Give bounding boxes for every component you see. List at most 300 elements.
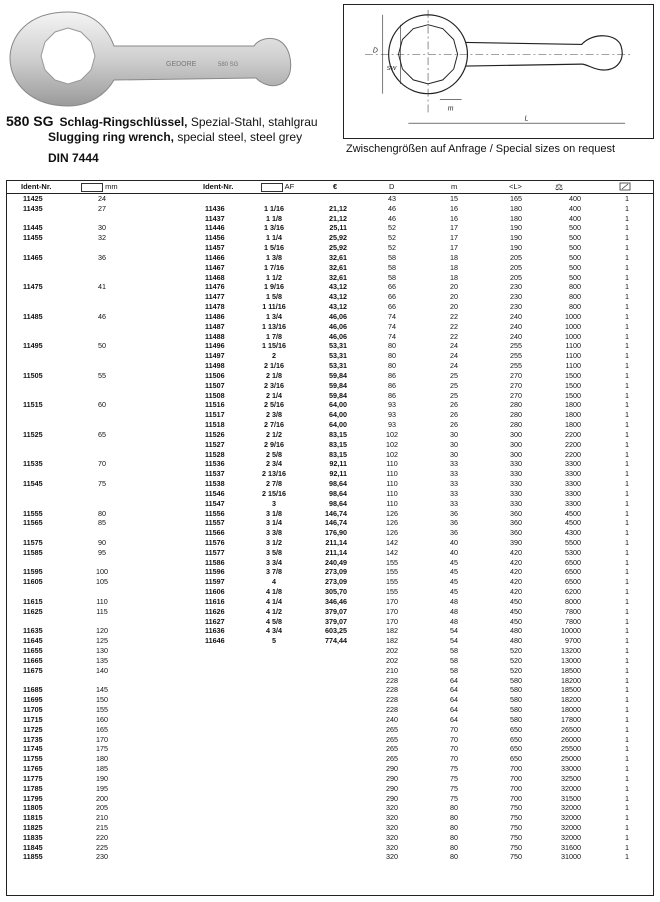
cell-pack: 1 [625, 636, 629, 646]
table-row [7, 705, 653, 715]
cell-ident-mm: 11505 [23, 370, 43, 380]
cell-ident-af: 11527 [205, 439, 225, 449]
cell-weight: 800 [569, 292, 581, 302]
cell-ident-mm: 11495 [23, 341, 43, 351]
table-header [7, 181, 653, 194]
cell-ident-af: 11537 [205, 469, 225, 479]
cell-ident-af: 11498 [205, 361, 225, 371]
cell-dim-d: 80 [388, 351, 396, 361]
table-row [7, 391, 653, 401]
cell-price: 43,12 [329, 282, 347, 292]
cell-ident-af: 11487 [205, 321, 225, 331]
cell-ident-af: 11506 [205, 370, 225, 380]
cell-dim-d: 110 [386, 469, 398, 479]
cell-dim-d: 74 [388, 331, 396, 341]
cell-dim-l: 580 [510, 714, 522, 724]
cell-ident-mm: 11725 [23, 724, 43, 734]
cell-size-af: 2 5/8 [266, 449, 282, 459]
cell-weight: 18500 [561, 685, 581, 695]
cell-dim-d: 52 [388, 233, 396, 243]
cell-dim-l: 420 [510, 557, 522, 567]
cell-weight: 2200 [565, 449, 581, 459]
cell-dim-l: 330 [510, 479, 522, 489]
cell-price: 53,31 [329, 361, 347, 371]
cell-dim-d: 58 [388, 272, 396, 282]
cell-pack: 1 [625, 498, 629, 508]
cell-ident-mm: 11735 [23, 734, 43, 744]
cell-weight: 26500 [561, 724, 581, 734]
cell-price: 32,61 [329, 252, 347, 262]
cell-size-mm: 70 [98, 459, 106, 469]
cell-dim-d: 320 [386, 842, 398, 852]
cell-pack: 1 [625, 370, 629, 380]
header-ident-mm: Ident-Nr. [21, 182, 52, 191]
cell-dim-d: 182 [386, 636, 398, 646]
cell-dim-m: 36 [450, 528, 458, 538]
table-row [7, 597, 653, 607]
cell-price: 83,15 [329, 429, 347, 439]
cell-dim-m: 18 [450, 262, 458, 272]
cell-ident-mm: 11835 [23, 832, 43, 842]
cell-price: 346,46 [325, 596, 347, 606]
cell-ident-mm: 11595 [23, 567, 43, 577]
cell-dim-m: 70 [450, 744, 458, 754]
cell-dim-l: 450 [510, 606, 522, 616]
cell-ident-af: 11516 [205, 400, 225, 410]
cell-size-mm: 195 [96, 783, 108, 793]
cell-dim-m: 17 [450, 223, 458, 233]
cell-weight: 13200 [561, 646, 581, 656]
cell-ident-mm: 11855 [23, 852, 43, 862]
cell-weight: 500 [569, 233, 581, 243]
cell-size-af: 2 1/4 [266, 390, 282, 400]
cell-dim-m: 58 [450, 646, 458, 656]
cell-dim-m: 80 [450, 813, 458, 823]
cell-dim-d: 80 [388, 361, 396, 371]
cell-pack: 1 [625, 321, 629, 331]
cell-size-mm: 50 [98, 341, 106, 351]
cell-dim-d: 265 [386, 724, 398, 734]
cell-dim-d: 155 [386, 577, 398, 587]
cell-ident-af: 11566 [205, 528, 225, 538]
cell-size-af: 1 1/8 [266, 213, 282, 223]
cell-pack: 1 [625, 429, 629, 439]
cell-dim-m: 75 [450, 783, 458, 793]
cell-dim-d: 202 [386, 655, 398, 665]
table-row [7, 784, 653, 794]
cell-dim-d: 126 [386, 518, 398, 528]
cell-ident-af: 11518 [205, 420, 225, 430]
drawing-label-m: m [447, 105, 454, 113]
cell-weight: 6500 [565, 557, 581, 567]
cell-dim-d: 93 [388, 400, 396, 410]
cell-dim-d: 58 [388, 252, 396, 262]
cell-weight: 1100 [565, 341, 581, 351]
table-row [7, 410, 653, 420]
cell-ident-mm: 11565 [23, 518, 43, 528]
table-row [7, 567, 653, 577]
cell-size-af: 3 1/2 [266, 537, 282, 547]
cell-dim-l: 330 [510, 488, 522, 498]
cell-pack: 1 [625, 262, 629, 272]
table-row [7, 558, 653, 568]
cell-dim-l: 700 [510, 783, 522, 793]
cell-weight: 5300 [565, 547, 581, 557]
cell-ident-af: 11467 [205, 262, 225, 272]
cell-size-af: 1 1/4 [266, 233, 282, 243]
cell-dim-m: 80 [450, 842, 458, 852]
table-row [7, 223, 653, 233]
table-row [7, 548, 653, 558]
cell-ident-af: 11496 [205, 341, 225, 351]
cell-pack: 1 [625, 528, 629, 538]
cell-pack: 1 [625, 695, 629, 705]
table-row [7, 194, 653, 204]
cell-price: 146,74 [325, 508, 347, 518]
cell-pack: 1 [625, 203, 629, 213]
cell-price: 211,14 [325, 537, 347, 547]
table-row [7, 528, 653, 538]
cell-ident-af: 11477 [205, 292, 225, 302]
cell-weight: 1800 [565, 420, 581, 430]
cell-size-af: 1 7/16 [264, 262, 284, 272]
cell-pack: 1 [625, 390, 629, 400]
cell-pack: 1 [625, 488, 629, 498]
table-row [7, 754, 653, 764]
cell-pack: 1 [625, 557, 629, 567]
cell-dim-m: 24 [450, 341, 458, 351]
cell-pack: 1 [625, 282, 629, 292]
cell-dim-m: 80 [450, 803, 458, 813]
table-row [7, 823, 653, 833]
cell-pack: 1 [625, 852, 629, 862]
table-row [7, 450, 653, 460]
cell-pack: 1 [625, 223, 629, 233]
cell-dim-l: 300 [510, 439, 522, 449]
table-row [7, 509, 653, 519]
cell-weight: 31500 [561, 793, 581, 803]
cell-dim-d: 102 [386, 439, 398, 449]
cell-ident-mm: 11635 [23, 626, 43, 636]
cell-weight: 400 [569, 203, 581, 213]
cell-dim-m: 80 [450, 852, 458, 862]
table-row [7, 656, 653, 666]
cell-dim-l: 270 [510, 370, 522, 380]
cell-ident-af: 11627 [205, 616, 225, 626]
cell-dim-l: 180 [510, 213, 522, 223]
cell-ident-af: 11528 [205, 449, 225, 459]
cell-weight: 3300 [565, 479, 581, 489]
cell-pack: 1 [625, 606, 629, 616]
cell-pack: 1 [625, 420, 629, 430]
cell-dim-l: 650 [510, 734, 522, 744]
cell-ident-af: 11437 [205, 213, 225, 223]
cell-pack: 1 [625, 842, 629, 852]
cell-ident-mm: 11655 [23, 646, 43, 656]
cell-weight: 7800 [565, 606, 581, 616]
cell-weight: 1800 [565, 410, 581, 420]
cell-ident-mm: 11785 [23, 783, 43, 793]
cell-weight: 500 [569, 223, 581, 233]
cell-dim-d: 126 [386, 508, 398, 518]
cell-dim-m: 30 [450, 449, 458, 459]
table-row [7, 440, 653, 450]
cell-ident-af: 11597 [205, 577, 225, 587]
cell-dim-m: 15 [450, 194, 458, 203]
cell-weight: 2200 [565, 439, 581, 449]
cell-size-af: 1 7/8 [266, 331, 282, 341]
cell-price: 379,07 [325, 616, 347, 626]
cell-size-af: 2 1/2 [266, 429, 282, 439]
cell-dim-l: 520 [510, 665, 522, 675]
cell-dim-m: 48 [450, 596, 458, 606]
cell-ident-af: 11446 [205, 223, 225, 233]
cell-dim-d: 74 [388, 321, 396, 331]
table-row [7, 400, 653, 410]
cell-size-mm: 115 [96, 606, 108, 616]
cell-size-mm: 230 [96, 852, 108, 862]
cell-size-af: 4 1/4 [266, 596, 282, 606]
cell-dim-m: 22 [450, 311, 458, 321]
cell-pack: 1 [625, 665, 629, 675]
table-row [7, 813, 653, 823]
cell-weight: 4300 [565, 528, 581, 538]
cell-ident-mm: 11825 [23, 823, 43, 832]
cell-ident-mm: 11525 [23, 429, 43, 439]
table-row [7, 233, 653, 243]
weight-scale-icon: ⚖ [555, 182, 564, 192]
cell-pack: 1 [625, 380, 629, 390]
cell-ident-mm: 11685 [23, 685, 43, 695]
cell-ident-af: 11576 [205, 537, 225, 547]
cell-size-af: 1 3/16 [264, 223, 284, 233]
cell-size-af: 4 3/4 [266, 626, 282, 636]
table-row [7, 764, 653, 774]
cell-dim-l: 180 [510, 203, 522, 213]
cell-pack: 1 [625, 773, 629, 783]
cell-dim-l: 190 [510, 223, 522, 233]
cell-size-mm: 205 [96, 803, 108, 813]
table-row [7, 676, 653, 686]
cell-weight: 1500 [565, 390, 581, 400]
cell-size-af: 2 3/8 [266, 410, 282, 420]
cell-ident-mm: 11575 [23, 537, 43, 547]
cell-ident-mm: 11665 [23, 655, 43, 665]
cell-dim-m: 18 [450, 272, 458, 282]
cell-weight: 26000 [561, 734, 581, 744]
table-row [7, 243, 653, 253]
cell-dim-d: 290 [386, 783, 398, 793]
cell-dim-d: 210 [386, 665, 398, 675]
cell-price: 305,70 [325, 587, 347, 597]
cell-dim-m: 16 [450, 203, 458, 213]
cell-ident-af: 11556 [205, 508, 225, 518]
title-de [6, 114, 336, 130]
cell-pack: 1 [625, 341, 629, 351]
cell-pack: 1 [625, 292, 629, 302]
cell-weight: 25000 [561, 754, 581, 764]
cell-dim-d: 265 [386, 744, 398, 754]
table-row [7, 469, 653, 479]
cell-size-mm: 190 [96, 773, 108, 783]
cell-ident-mm: 11695 [23, 695, 43, 705]
cell-price: 53,31 [329, 351, 347, 361]
cell-size-mm: 41 [98, 282, 106, 292]
table-row [7, 430, 653, 440]
cell-dim-d: 86 [388, 390, 396, 400]
cell-ident-mm: 11425 [23, 194, 43, 203]
cell-size-mm: 175 [96, 744, 108, 754]
cell-dim-m: 36 [450, 508, 458, 518]
cell-dim-m: 54 [450, 636, 458, 646]
cell-dim-l: 190 [510, 233, 522, 243]
cell-price: 25,92 [329, 233, 347, 243]
cell-size-mm: 46 [98, 311, 106, 321]
cell-dim-m: 64 [450, 685, 458, 695]
cell-dim-d: 290 [386, 773, 398, 783]
table-row [7, 774, 653, 784]
cell-pack: 1 [625, 587, 629, 597]
table-row [7, 715, 653, 725]
cell-price: 46,06 [329, 311, 347, 321]
cell-size-mm: 100 [96, 567, 108, 577]
cell-size-mm: 155 [96, 705, 108, 715]
cell-size-af: 2 13/16 [262, 469, 286, 479]
cell-size-mm: 110 [96, 596, 108, 606]
cell-dim-m: 16 [450, 213, 458, 223]
cell-price: 211,14 [325, 547, 347, 557]
cell-ident-af: 11646 [205, 636, 225, 646]
cell-dim-d: 228 [386, 705, 398, 715]
cell-dim-l: 450 [510, 596, 522, 606]
cell-weight: 4500 [565, 508, 581, 518]
cell-dim-l: 255 [510, 351, 522, 361]
mm-size-icon [81, 183, 103, 192]
cell-pack: 1 [625, 351, 629, 361]
cell-pack: 1 [625, 469, 629, 479]
cell-dim-m: 36 [450, 518, 458, 528]
cell-pack: 1 [625, 646, 629, 656]
cell-size-mm: 185 [96, 764, 108, 774]
cell-dim-m: 75 [450, 793, 458, 803]
cell-dim-m: 58 [450, 655, 458, 665]
cell-dim-l: 420 [510, 567, 522, 577]
cell-ident-mm: 11445 [23, 223, 43, 233]
cell-size-mm: 200 [96, 793, 108, 803]
cell-dim-l: 700 [510, 773, 522, 783]
cell-weight: 1000 [565, 311, 581, 321]
cell-dim-l: 580 [510, 675, 522, 685]
cell-size-af: 3 1/4 [266, 518, 282, 528]
cell-weight: 3300 [565, 469, 581, 479]
cell-pack: 1 [625, 567, 629, 577]
cell-size-af: 2 7/8 [266, 479, 282, 489]
cell-dim-d: 142 [386, 547, 398, 557]
cell-dim-d: 320 [386, 852, 398, 862]
cell-size-af: 1 11/16 [262, 302, 286, 312]
cell-pack: 1 [625, 744, 629, 754]
cell-ident-mm: 11765 [23, 764, 43, 774]
cell-ident-af: 11616 [205, 596, 225, 606]
cell-size-mm: 105 [96, 577, 108, 587]
specification-table [6, 180, 654, 896]
cell-weight: 18200 [561, 675, 581, 685]
cell-price: 64,00 [329, 400, 347, 410]
cell-weight: 1000 [565, 331, 581, 341]
cell-price: 59,84 [329, 380, 347, 390]
header-l: <L> [509, 182, 522, 191]
cell-dim-m: 45 [450, 567, 458, 577]
cell-pack: 1 [625, 714, 629, 724]
cell-size-af: 3 1/8 [266, 508, 282, 518]
cell-dim-m: 54 [450, 626, 458, 636]
cell-dim-l: 230 [510, 282, 522, 292]
cell-size-mm: 215 [96, 823, 108, 832]
cell-dim-m: 25 [450, 390, 458, 400]
cell-pack: 1 [625, 449, 629, 459]
cell-dim-l: 480 [510, 636, 522, 646]
cell-ident-mm: 11465 [23, 252, 43, 262]
cell-size-mm: 145 [96, 685, 108, 695]
cell-weight: 7800 [565, 616, 581, 626]
cell-dim-l: 580 [510, 685, 522, 695]
cell-dim-d: 228 [386, 675, 398, 685]
cell-ident-af: 11457 [205, 243, 225, 253]
cell-dim-d: 52 [388, 223, 396, 233]
cell-dim-d: 320 [386, 823, 398, 832]
table-row [7, 282, 653, 292]
cell-dim-d: 52 [388, 243, 396, 253]
header-af-label: AF [284, 182, 295, 191]
cell-pack: 1 [625, 518, 629, 528]
cell-dim-m: 20 [450, 292, 458, 302]
cell-pack: 1 [625, 705, 629, 715]
table-row [7, 725, 653, 735]
cell-size-af: 3 5/8 [266, 547, 282, 557]
cell-dim-d: 46 [388, 203, 396, 213]
cell-pack: 1 [625, 410, 629, 420]
cell-ident-af: 11436 [205, 203, 225, 213]
cell-dim-l: 360 [510, 518, 522, 528]
cell-price: 59,84 [329, 370, 347, 380]
cell-ident-mm: 11545 [23, 479, 43, 489]
table-row [7, 617, 653, 627]
cell-weight: 400 [569, 213, 581, 223]
cell-price: 146,74 [325, 518, 347, 528]
cell-dim-d: 46 [388, 213, 396, 223]
cell-pack: 1 [625, 793, 629, 803]
cell-weight: 32000 [561, 813, 581, 823]
table-row [7, 538, 653, 548]
cell-weight: 3300 [565, 498, 581, 508]
cell-dim-l: 240 [510, 331, 522, 341]
header-mm-label: mm [105, 182, 118, 191]
cell-ident-mm: 11715 [23, 714, 43, 724]
cell-size-af: 4 1/2 [266, 606, 282, 616]
table-row [7, 214, 653, 224]
cell-dim-m: 58 [450, 665, 458, 675]
cell-dim-d: 110 [386, 459, 398, 469]
cell-weight: 32000 [561, 783, 581, 793]
cell-price: 603,25 [325, 626, 347, 636]
cell-size-mm: 160 [96, 714, 108, 724]
cell-dim-d: 155 [386, 557, 398, 567]
cell-ident-mm: 11645 [23, 636, 43, 646]
cell-dim-l: 700 [510, 793, 522, 803]
cell-size-mm: 150 [96, 695, 108, 705]
cell-dim-l: 650 [510, 724, 522, 734]
cell-price: 92,11 [329, 459, 347, 469]
